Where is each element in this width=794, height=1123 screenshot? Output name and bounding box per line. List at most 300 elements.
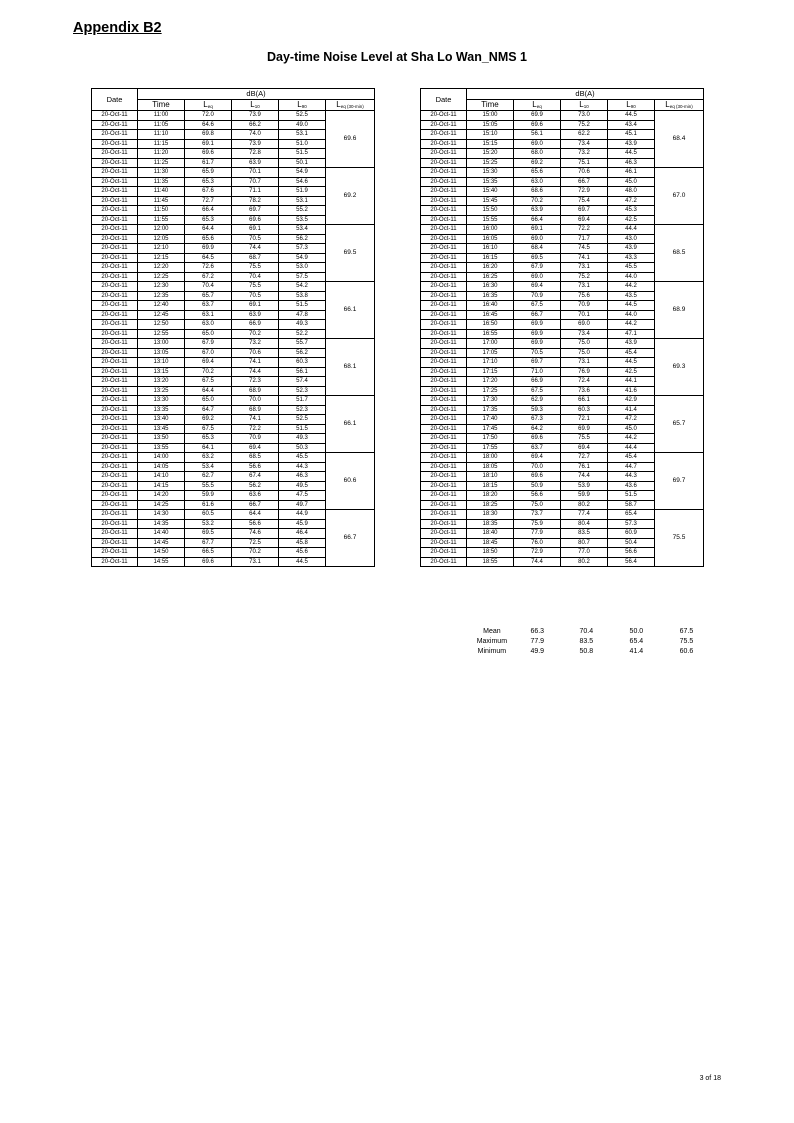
l10-cell: 71.7 bbox=[561, 234, 608, 244]
summary-row bbox=[471, 636, 711, 646]
l10-header: $L_{10}$ bbox=[561, 100, 608, 111]
leq-cell: 62.9 bbox=[514, 396, 561, 406]
l90-cell: 47.2 bbox=[608, 196, 655, 206]
leq-cell: 65.3 bbox=[185, 177, 232, 187]
time-cell: 14:15 bbox=[138, 481, 185, 491]
l90-cell: 44.0 bbox=[608, 272, 655, 282]
leq-header: $L_{eq}$ bbox=[514, 100, 561, 111]
l10-cell: 73.1 bbox=[561, 263, 608, 273]
l90-header: $L_{90}$ bbox=[608, 100, 655, 111]
l90-cell: 44.9 bbox=[279, 510, 326, 520]
l10-cell: 70.5 bbox=[232, 234, 279, 244]
leq-cell: 67.5 bbox=[514, 301, 561, 311]
leq-cell: 69.9 bbox=[514, 339, 561, 349]
l90-cell: 54.2 bbox=[279, 282, 326, 292]
leq-cell: 66.9 bbox=[514, 377, 561, 387]
l90-cell: 52.5 bbox=[279, 111, 326, 121]
date-cell: 20-Oct-11 bbox=[92, 196, 138, 206]
leq-cell: 63.9 bbox=[514, 206, 561, 216]
time-cell: 13:10 bbox=[138, 358, 185, 368]
leq-cell: 75.9 bbox=[514, 519, 561, 529]
l90-cell: 51.5 bbox=[279, 424, 326, 434]
leq-cell: 69.1 bbox=[514, 225, 561, 235]
l90-cell: 54.6 bbox=[279, 177, 326, 187]
date-cell: 20-Oct-11 bbox=[421, 291, 467, 301]
l90-cell: 52.3 bbox=[279, 405, 326, 415]
l90-cell: 51.5 bbox=[608, 491, 655, 501]
leq-cell: 65.6 bbox=[514, 168, 561, 178]
leq-cell: 70.5 bbox=[514, 348, 561, 358]
leq-cell: 69.4 bbox=[514, 282, 561, 292]
l90-cell: 45.0 bbox=[608, 424, 655, 434]
l90-cell: 44.5 bbox=[608, 111, 655, 121]
l90-cell: 51.0 bbox=[279, 139, 326, 149]
l10-cell: 74.1 bbox=[561, 253, 608, 263]
l10-cell: 66.2 bbox=[232, 120, 279, 130]
l10-cell: 56.6 bbox=[232, 519, 279, 529]
l90-cell: 46.3 bbox=[608, 158, 655, 168]
leq-cell: 56.1 bbox=[514, 130, 561, 140]
l90-cell: 45.8 bbox=[279, 538, 326, 548]
date-cell: 20-Oct-11 bbox=[92, 225, 138, 235]
l90-cell: 44.5 bbox=[608, 149, 655, 159]
noise-table-right bbox=[420, 88, 704, 567]
leq-cell: 69.6 bbox=[185, 149, 232, 159]
leq-cell: 53.4 bbox=[185, 462, 232, 472]
date-cell: 20-Oct-11 bbox=[421, 253, 467, 263]
l10-cell: 66.7 bbox=[561, 177, 608, 187]
l90-cell: 52.3 bbox=[279, 386, 326, 396]
time-cell: 17:00 bbox=[467, 339, 514, 349]
summary-leq: 49.9 bbox=[530, 647, 545, 655]
l10-cell: 70.0 bbox=[232, 396, 279, 406]
l10-cell: 72.2 bbox=[561, 225, 608, 235]
l10-cell: 53.9 bbox=[561, 481, 608, 491]
l90-cell: 47.1 bbox=[608, 329, 655, 339]
l90-cell: 56.6 bbox=[608, 548, 655, 558]
l10-cell: 68.5 bbox=[232, 453, 279, 463]
date-cell: 20-Oct-11 bbox=[92, 282, 138, 292]
l10-cell: 74.5 bbox=[561, 244, 608, 254]
date-cell: 20-Oct-11 bbox=[92, 291, 138, 301]
l10-cell: 69.1 bbox=[232, 225, 279, 235]
l90-cell: 44.5 bbox=[279, 557, 326, 567]
date-cell: 20-Oct-11 bbox=[421, 329, 467, 339]
leq-cell: 69.2 bbox=[185, 415, 232, 425]
summary-l90: 41.4 bbox=[629, 647, 644, 655]
l90-cell: 44.4 bbox=[608, 443, 655, 453]
time-cell: 12:50 bbox=[138, 320, 185, 330]
leq30-cell: 60.6 bbox=[326, 453, 375, 510]
l90-cell: 42.5 bbox=[608, 367, 655, 377]
date-cell: 20-Oct-11 bbox=[92, 206, 138, 216]
time-cell: 18:15 bbox=[467, 481, 514, 491]
leq-cell: 67.5 bbox=[185, 377, 232, 387]
leq-cell: 69.2 bbox=[514, 158, 561, 168]
time-cell: 16:10 bbox=[467, 244, 514, 254]
date-cell: 20-Oct-11 bbox=[421, 244, 467, 254]
time-cell: 16:45 bbox=[467, 310, 514, 320]
table-row bbox=[421, 396, 704, 406]
leq-cell: 69.4 bbox=[185, 358, 232, 368]
time-cell: 18:30 bbox=[467, 510, 514, 520]
date-cell: 20-Oct-11 bbox=[92, 472, 138, 482]
l10-cell: 70.7 bbox=[232, 177, 279, 187]
leq30-cell: 67.0 bbox=[655, 168, 704, 225]
time-cell: 18:10 bbox=[467, 472, 514, 482]
leq-cell: 65.7 bbox=[185, 291, 232, 301]
time-cell: 14:25 bbox=[138, 500, 185, 510]
date-cell: 20-Oct-11 bbox=[421, 149, 467, 159]
leq-cell: 69.0 bbox=[514, 272, 561, 282]
leq30-cell: 65.7 bbox=[655, 396, 704, 453]
l10-cell: 68.9 bbox=[232, 405, 279, 415]
time-cell: 16:05 bbox=[467, 234, 514, 244]
time-cell: 15:15 bbox=[467, 139, 514, 149]
date-cell: 20-Oct-11 bbox=[92, 434, 138, 444]
l10-cell: 66.9 bbox=[232, 320, 279, 330]
time-cell: 17:45 bbox=[467, 424, 514, 434]
table-row bbox=[92, 225, 375, 235]
date-cell: 20-Oct-11 bbox=[421, 396, 467, 406]
leq-cell: 75.0 bbox=[514, 500, 561, 510]
l10-cell: 73.4 bbox=[561, 329, 608, 339]
leq-cell: 69.6 bbox=[514, 472, 561, 482]
leq-cell: 59.3 bbox=[514, 405, 561, 415]
date-cell: 20-Oct-11 bbox=[421, 196, 467, 206]
date-cell: 20-Oct-11 bbox=[421, 358, 467, 368]
l90-cell: 46.1 bbox=[608, 168, 655, 178]
leq-cell: 67.7 bbox=[185, 538, 232, 548]
leq-header: $L_{eq}$ bbox=[185, 100, 232, 111]
time-cell: 11:50 bbox=[138, 206, 185, 216]
summary-label: Minimum bbox=[477, 647, 507, 655]
summary-l10: 83.5 bbox=[579, 637, 594, 645]
date-cell: 20-Oct-11 bbox=[421, 339, 467, 349]
l90-cell: 43.9 bbox=[608, 244, 655, 254]
l90-cell: 45.6 bbox=[279, 548, 326, 558]
l90-cell: 52.2 bbox=[279, 329, 326, 339]
l90-cell: 44.2 bbox=[608, 320, 655, 330]
l90-cell: 55.7 bbox=[279, 339, 326, 349]
leq-cell: 67.5 bbox=[514, 386, 561, 396]
leq30-cell: 68.9 bbox=[655, 282, 704, 339]
date-cell: 20-Oct-11 bbox=[421, 500, 467, 510]
date-cell: 20-Oct-11 bbox=[92, 538, 138, 548]
date-cell: 20-Oct-11 bbox=[421, 377, 467, 387]
time-cell: 12:15 bbox=[138, 253, 185, 263]
date-cell: 20-Oct-11 bbox=[92, 377, 138, 387]
l90-cell: 65.4 bbox=[608, 510, 655, 520]
l10-cell: 72.2 bbox=[232, 424, 279, 434]
time-cell: 11:05 bbox=[138, 120, 185, 130]
table-row bbox=[92, 282, 375, 292]
date-cell: 20-Oct-11 bbox=[421, 168, 467, 178]
date-cell: 20-Oct-11 bbox=[92, 453, 138, 463]
leq30-header: $L_{eq (30-min)}$ bbox=[326, 100, 375, 111]
time-cell: 15:20 bbox=[467, 149, 514, 159]
l10-cell: 75.0 bbox=[561, 339, 608, 349]
time-cell: 11:55 bbox=[138, 215, 185, 225]
time-cell: 13:40 bbox=[138, 415, 185, 425]
leq-cell: 61.6 bbox=[185, 500, 232, 510]
leq30-cell: 66.7 bbox=[326, 510, 375, 567]
time-cell: 18:05 bbox=[467, 462, 514, 472]
l10-cell: 70.9 bbox=[561, 301, 608, 311]
date-cell: 20-Oct-11 bbox=[421, 519, 467, 529]
leq-cell: 69.6 bbox=[185, 557, 232, 567]
l90-cell: 45.1 bbox=[608, 130, 655, 140]
l90-cell: 43.9 bbox=[608, 139, 655, 149]
l90-cell: 53.0 bbox=[279, 263, 326, 273]
l90-cell: 42.5 bbox=[608, 215, 655, 225]
summary-row bbox=[471, 646, 711, 656]
date-cell: 20-Oct-11 bbox=[92, 320, 138, 330]
l10-cell: 75.2 bbox=[561, 272, 608, 282]
l90-cell: 47.5 bbox=[279, 491, 326, 501]
table-row bbox=[92, 396, 375, 406]
date-cell: 20-Oct-11 bbox=[92, 519, 138, 529]
date-cell: 20-Oct-11 bbox=[92, 272, 138, 282]
time-cell: 17:15 bbox=[467, 367, 514, 377]
l90-cell: 60.9 bbox=[608, 529, 655, 539]
date-cell: 20-Oct-11 bbox=[92, 149, 138, 159]
l10-cell: 56.6 bbox=[232, 462, 279, 472]
table-row bbox=[421, 453, 704, 463]
time-cell: 18:40 bbox=[467, 529, 514, 539]
l10-cell: 69.4 bbox=[561, 215, 608, 225]
time-cell: 14:05 bbox=[138, 462, 185, 472]
l10-cell: 73.2 bbox=[561, 149, 608, 159]
dba-header: dB(A) bbox=[467, 89, 704, 100]
leq-cell: 53.2 bbox=[185, 519, 232, 529]
time-cell: 15:10 bbox=[467, 130, 514, 140]
l10-cell: 70.4 bbox=[232, 272, 279, 282]
l90-cell: 52.5 bbox=[279, 415, 326, 425]
time-cell: 12:00 bbox=[138, 225, 185, 235]
l90-cell: 47.8 bbox=[279, 310, 326, 320]
leq-cell: 69.4 bbox=[514, 453, 561, 463]
leq-cell: 67.6 bbox=[185, 187, 232, 197]
date-cell: 20-Oct-11 bbox=[421, 320, 467, 330]
leq-cell: 69.1 bbox=[185, 139, 232, 149]
l10-cell: 73.1 bbox=[561, 282, 608, 292]
dba-header: dB(A) bbox=[138, 89, 375, 100]
date-cell: 20-Oct-11 bbox=[92, 367, 138, 377]
time-cell: 13:30 bbox=[138, 396, 185, 406]
summary-label: Mean bbox=[483, 627, 501, 635]
date-cell: 20-Oct-11 bbox=[421, 453, 467, 463]
l90-header: $L_{90}$ bbox=[279, 100, 326, 111]
l90-cell: 41.6 bbox=[608, 386, 655, 396]
date-cell: 20-Oct-11 bbox=[92, 263, 138, 273]
date-cell: 20-Oct-11 bbox=[92, 187, 138, 197]
date-cell: 20-Oct-11 bbox=[421, 405, 467, 415]
date-cell: 20-Oct-11 bbox=[92, 443, 138, 453]
date-cell: 20-Oct-11 bbox=[421, 443, 467, 453]
leq30-cell: 69.5 bbox=[326, 225, 375, 282]
leq-cell: 66.7 bbox=[514, 310, 561, 320]
date-cell: 20-Oct-11 bbox=[421, 491, 467, 501]
leq-cell: 65.0 bbox=[185, 329, 232, 339]
time-cell: 14:10 bbox=[138, 472, 185, 482]
l90-cell: 45.5 bbox=[279, 453, 326, 463]
l90-cell: 48.0 bbox=[608, 187, 655, 197]
l90-cell: 46.3 bbox=[279, 472, 326, 482]
l10-cell: 75.5 bbox=[232, 282, 279, 292]
l10-cell: 72.9 bbox=[561, 187, 608, 197]
time-cell: 11:30 bbox=[138, 168, 185, 178]
time-cell: 11:25 bbox=[138, 158, 185, 168]
table-row bbox=[421, 111, 704, 121]
date-cell: 20-Oct-11 bbox=[421, 139, 467, 149]
l10-cell: 72.8 bbox=[232, 149, 279, 159]
l90-cell: 49.5 bbox=[279, 481, 326, 491]
l10-cell: 83.5 bbox=[561, 529, 608, 539]
leq-cell: 65.6 bbox=[185, 234, 232, 244]
time-cell: 15:00 bbox=[467, 111, 514, 121]
leq-cell: 60.5 bbox=[185, 510, 232, 520]
l90-cell: 51.5 bbox=[279, 149, 326, 159]
l10-cell: 74.4 bbox=[232, 244, 279, 254]
leq30-header: $L_{eq (30-min)}$ bbox=[655, 100, 704, 111]
l10-cell: 69.9 bbox=[561, 424, 608, 434]
time-cell: 12:20 bbox=[138, 263, 185, 273]
l10-cell: 60.3 bbox=[561, 405, 608, 415]
date-cell: 20-Oct-11 bbox=[421, 120, 467, 130]
summary-l10: 50.8 bbox=[579, 647, 594, 655]
leq-cell: 66.5 bbox=[185, 548, 232, 558]
l90-cell: 44.7 bbox=[608, 462, 655, 472]
leq-cell: 61.7 bbox=[185, 158, 232, 168]
l90-cell: 49.0 bbox=[279, 120, 326, 130]
l10-cell: 69.4 bbox=[232, 443, 279, 453]
time-cell: 11:35 bbox=[138, 177, 185, 187]
date-cell: 20-Oct-11 bbox=[92, 310, 138, 320]
l90-cell: 56.4 bbox=[608, 557, 655, 567]
l10-cell: 74.1 bbox=[232, 415, 279, 425]
summary-leq: 66.3 bbox=[530, 627, 545, 635]
date-cell: 20-Oct-11 bbox=[421, 177, 467, 187]
leq-cell: 66.4 bbox=[185, 206, 232, 216]
time-cell: 13:05 bbox=[138, 348, 185, 358]
l10-cell: 80.7 bbox=[561, 538, 608, 548]
l10-cell: 80.4 bbox=[561, 519, 608, 529]
l90-cell: 56.2 bbox=[279, 348, 326, 358]
l90-cell: 57.3 bbox=[608, 519, 655, 529]
date-cell: 20-Oct-11 bbox=[92, 329, 138, 339]
l90-cell: 57.4 bbox=[279, 377, 326, 387]
l10-cell: 68.7 bbox=[232, 253, 279, 263]
time-cell: 18:45 bbox=[467, 538, 514, 548]
l10-cell: 56.2 bbox=[232, 481, 279, 491]
time-cell: 17:30 bbox=[467, 396, 514, 406]
time-cell: 13:55 bbox=[138, 443, 185, 453]
leq-cell: 63.7 bbox=[514, 443, 561, 453]
date-cell: 20-Oct-11 bbox=[92, 130, 138, 140]
leq-cell: 64.6 bbox=[185, 120, 232, 130]
leq-cell: 65.3 bbox=[185, 215, 232, 225]
time-cell: 18:55 bbox=[467, 557, 514, 567]
l10-cell: 70.6 bbox=[232, 348, 279, 358]
date-cell: 20-Oct-11 bbox=[92, 168, 138, 178]
l90-cell: 58.7 bbox=[608, 500, 655, 510]
l90-cell: 53.1 bbox=[279, 196, 326, 206]
time-cell: 15:40 bbox=[467, 187, 514, 197]
summary-leq: 77.9 bbox=[530, 637, 545, 645]
leq-cell: 69.9 bbox=[514, 329, 561, 339]
time-cell: 14:50 bbox=[138, 548, 185, 558]
leq-cell: 70.0 bbox=[514, 462, 561, 472]
l90-cell: 47.2 bbox=[608, 415, 655, 425]
date-cell: 20-Oct-11 bbox=[421, 367, 467, 377]
time-cell: 11:10 bbox=[138, 130, 185, 140]
time-cell: 17:05 bbox=[467, 348, 514, 358]
time-cell: 15:30 bbox=[467, 168, 514, 178]
time-cell: 12:45 bbox=[138, 310, 185, 320]
date-cell: 20-Oct-11 bbox=[421, 557, 467, 567]
summary-l90: 65.4 bbox=[629, 637, 644, 645]
date-cell: 20-Oct-11 bbox=[92, 120, 138, 130]
time-cell: 14:35 bbox=[138, 519, 185, 529]
date-cell: 20-Oct-11 bbox=[92, 510, 138, 520]
time-cell: 13:45 bbox=[138, 424, 185, 434]
time-cell: 16:30 bbox=[467, 282, 514, 292]
leq-cell: 65.9 bbox=[185, 168, 232, 178]
l10-cell: 72.4 bbox=[561, 377, 608, 387]
l10-cell: 75.5 bbox=[561, 434, 608, 444]
leq30-cell: 66.1 bbox=[326, 282, 375, 339]
time-cell: 16:25 bbox=[467, 272, 514, 282]
date-cell: 20-Oct-11 bbox=[421, 111, 467, 121]
leq-cell: 67.0 bbox=[185, 348, 232, 358]
leq-cell: 67.9 bbox=[185, 339, 232, 349]
date-cell: 20-Oct-11 bbox=[421, 234, 467, 244]
l90-cell: 43.4 bbox=[608, 120, 655, 130]
date-cell: 20-Oct-11 bbox=[421, 310, 467, 320]
date-cell: 20-Oct-11 bbox=[92, 481, 138, 491]
leq-cell: 67.3 bbox=[514, 415, 561, 425]
l90-cell: 50.4 bbox=[608, 538, 655, 548]
time-cell: 18:20 bbox=[467, 491, 514, 501]
l10-cell: 66.7 bbox=[232, 500, 279, 510]
leq-cell: 76.0 bbox=[514, 538, 561, 548]
l10-cell: 69.7 bbox=[561, 206, 608, 216]
l10-cell: 63.9 bbox=[232, 310, 279, 320]
time-cell: 17:10 bbox=[467, 358, 514, 368]
leq-cell: 64.2 bbox=[514, 424, 561, 434]
time-cell: 12:55 bbox=[138, 329, 185, 339]
l10-cell: 72.5 bbox=[232, 538, 279, 548]
leq-cell: 72.7 bbox=[185, 196, 232, 206]
date-cell: 20-Oct-11 bbox=[92, 405, 138, 415]
l10-cell: 75.4 bbox=[561, 196, 608, 206]
time-cell: 18:25 bbox=[467, 500, 514, 510]
leq-cell: 59.9 bbox=[185, 491, 232, 501]
l90-cell: 49.3 bbox=[279, 320, 326, 330]
leq-cell: 72.6 bbox=[185, 263, 232, 273]
l10-cell: 73.1 bbox=[232, 557, 279, 567]
l10-cell: 63.6 bbox=[232, 491, 279, 501]
time-cell: 16:15 bbox=[467, 253, 514, 263]
date-cell: 20-Oct-11 bbox=[92, 396, 138, 406]
date-cell: 20-Oct-11 bbox=[421, 424, 467, 434]
time-cell: 11:40 bbox=[138, 187, 185, 197]
l90-cell: 43.5 bbox=[608, 291, 655, 301]
l10-cell: 75.6 bbox=[561, 291, 608, 301]
table-row bbox=[421, 168, 704, 178]
l90-cell: 43.9 bbox=[608, 339, 655, 349]
